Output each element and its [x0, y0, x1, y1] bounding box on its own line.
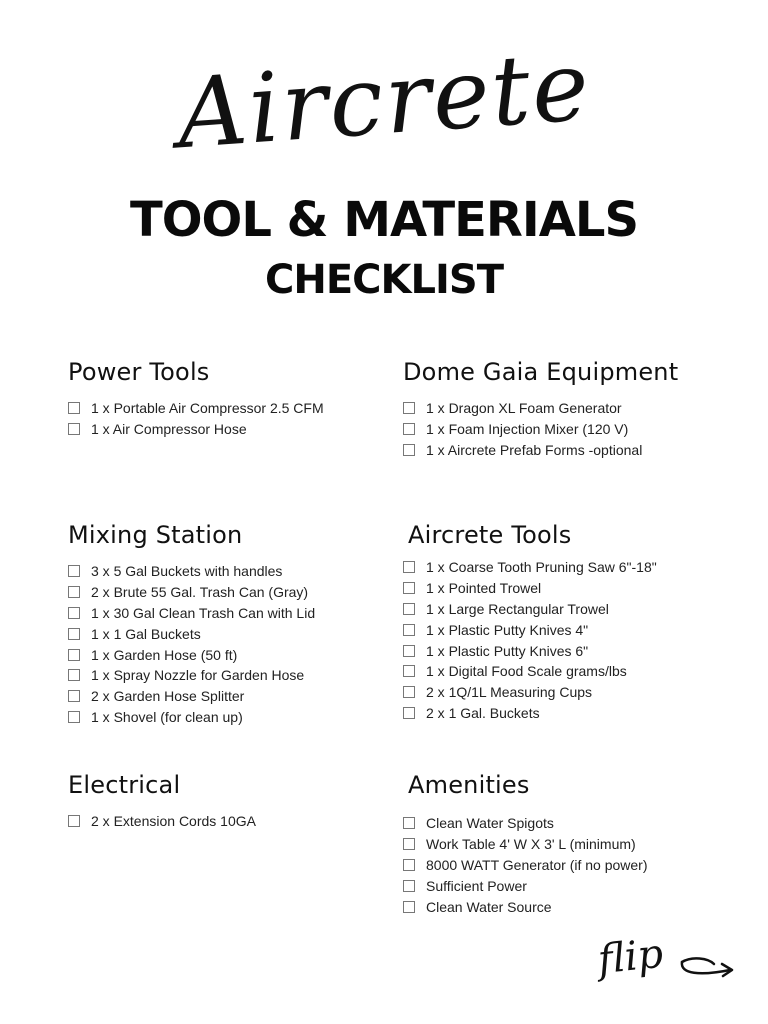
- section-title-power-tools: Power Tools: [68, 358, 210, 386]
- checklist-item-label: 2 x Brute 55 Gal. Trash Can (Gray): [91, 584, 309, 601]
- checklist-item-label: 2 x 1Q/1L Measuring Cups: [426, 684, 593, 701]
- checklist-item-label: 8000 WATT Generator (if no power): [426, 856, 648, 873]
- checkbox[interactable]: [68, 628, 80, 640]
- checklist-item: [403, 813, 743, 834]
- checklist-item: [403, 855, 743, 876]
- checklist-item: [403, 896, 743, 917]
- section-title-dome-gaia: Dome Gaia Equipment: [403, 358, 679, 386]
- checklist-item-label: 1 x Spray Nozzle for Garden Hose: [91, 667, 305, 684]
- checklist-item: [68, 665, 388, 686]
- checklist-item: [68, 419, 388, 440]
- section-amenities: [403, 771, 743, 917]
- checkbox[interactable]: [68, 423, 80, 435]
- checkbox[interactable]: [403, 665, 415, 677]
- checklist-item: [68, 686, 388, 707]
- checkbox[interactable]: [68, 669, 80, 681]
- checklist-item-label: 1 x Pointed Trowel: [426, 580, 542, 597]
- checklist-item-label: 1 x Plastic Putty Knives 4": [426, 621, 589, 638]
- checklist-item-label: 2 x 1 Gal. Buckets: [426, 704, 540, 721]
- checkbox[interactable]: [68, 586, 80, 598]
- flip-label: flip: [595, 930, 666, 984]
- checklist-item-label: Work Table 4' W X 3' L (minimum): [426, 836, 636, 853]
- checklist-item: [403, 557, 743, 578]
- section-title-aircrete-tools: Aircrete Tools: [408, 521, 572, 549]
- section-electrical: [68, 771, 388, 832]
- section-mixing-station: [68, 521, 388, 727]
- checkbox[interactable]: [403, 444, 415, 456]
- checkbox[interactable]: [403, 817, 415, 829]
- checkbox[interactable]: [403, 880, 415, 892]
- checkbox[interactable]: [68, 690, 80, 702]
- checklist-item: [68, 582, 388, 603]
- checklist-item-label: 1 x Large Rectangular Trowel: [426, 600, 609, 617]
- checkbox[interactable]: [403, 901, 415, 913]
- checklist-item: [403, 640, 743, 661]
- checklist-item-label: 1 x Aircrete Prefab Forms -optional: [426, 441, 643, 458]
- checklist-item-label: Sufficient Power: [426, 877, 527, 894]
- checklist-item: [68, 811, 388, 832]
- section-title-amenities: Amenities: [408, 771, 530, 799]
- checklist-item-label: 2 x Garden Hose Splitter: [91, 688, 245, 705]
- page-title: TOOL & MATERIALS: [129, 192, 639, 248]
- checklist-item: [403, 619, 743, 640]
- checkbox[interactable]: [68, 607, 80, 619]
- checklist-item-label: 1 x Shovel (for clean up): [91, 708, 243, 725]
- checklist-item: [403, 834, 743, 855]
- checklist-item-label: 1 x Foam Injection Mixer (120 V): [426, 421, 629, 438]
- checkbox[interactable]: [68, 402, 80, 414]
- checkbox[interactable]: [68, 711, 80, 723]
- checklist-item: [68, 623, 388, 644]
- checkbox[interactable]: [68, 649, 80, 661]
- checkbox[interactable]: [403, 582, 415, 594]
- checkbox[interactable]: [403, 624, 415, 636]
- checklist-item: [403, 703, 743, 724]
- checklist-item-label: Clean Water Source: [426, 898, 552, 915]
- checkbox[interactable]: [403, 423, 415, 435]
- checklist-aircrete-tools: [403, 557, 743, 723]
- checklist-item-label: 1 x Digital Food Scale grams/lbs: [426, 663, 627, 680]
- flip-indicator[interactable]: [595, 930, 748, 1000]
- checkbox[interactable]: [403, 561, 415, 573]
- checklist-item: [403, 599, 743, 620]
- section-dome-gaia-equipment: [403, 358, 743, 460]
- checklist-item: [68, 561, 388, 582]
- section-power-tools: [68, 358, 388, 440]
- script-title: Aircrete: [173, 29, 595, 171]
- checkbox[interactable]: [403, 707, 415, 719]
- checklist-item-label: 2 x Extension Cords 10GA: [91, 813, 256, 830]
- checklist-item-label: Clean Water Spigots: [426, 815, 554, 832]
- checklist-item: [403, 682, 743, 703]
- page-subtitle: CHECKLIST: [265, 257, 503, 303]
- curved-arrow-right-icon: [678, 952, 738, 982]
- section-aircrete-tools: [403, 521, 743, 723]
- section-title-electrical: Electrical: [68, 771, 181, 799]
- checklist-item: [403, 398, 743, 419]
- checklist-item-label: 1 x Coarse Tooth Pruning Saw 6"-18": [426, 559, 657, 576]
- checklist-amenities: [403, 813, 743, 917]
- checklist-item-label: 1 x Plastic Putty Knives 6": [426, 642, 589, 659]
- checklist-item: [68, 398, 388, 419]
- checklist-item-label: 1 x Dragon XL Foam Generator: [426, 400, 622, 417]
- checkbox[interactable]: [403, 838, 415, 850]
- checkbox[interactable]: [403, 603, 415, 615]
- checklist-item-label: 3 x 5 Gal Buckets with handles: [91, 563, 283, 580]
- checklist-mixing-station: [68, 561, 388, 727]
- checklist-item: [403, 661, 743, 682]
- checklist-item: [403, 875, 743, 896]
- checklist-item-label: 1 x Air Compressor Hose: [91, 421, 247, 438]
- checklist-item: [68, 644, 388, 665]
- checkbox[interactable]: [403, 859, 415, 871]
- checkbox[interactable]: [68, 815, 80, 827]
- checklist-power-tools: [68, 398, 388, 440]
- checkbox[interactable]: [403, 645, 415, 657]
- checklist-item-label: 1 x Portable Air Compressor 2.5 CFM: [91, 400, 324, 417]
- section-title-mixing-station: Mixing Station: [68, 521, 243, 549]
- checklist-item: [403, 419, 743, 440]
- checklist-electrical: [68, 811, 388, 832]
- checklist-item: [68, 707, 388, 728]
- checklist-item-label: 1 x Garden Hose (50 ft): [91, 646, 238, 663]
- checkbox[interactable]: [403, 402, 415, 414]
- checklist-item-label: 1 x 1 Gal Buckets: [91, 625, 201, 642]
- checklist-item: [68, 603, 388, 624]
- checkbox[interactable]: [403, 686, 415, 698]
- checklist-item: [403, 578, 743, 599]
- checklist-item: [403, 440, 743, 461]
- checklist-item-label: 1 x 30 Gal Clean Trash Can with Lid: [91, 604, 316, 621]
- checkbox[interactable]: [68, 565, 80, 577]
- checklist-dome-gaia: [403, 398, 743, 460]
